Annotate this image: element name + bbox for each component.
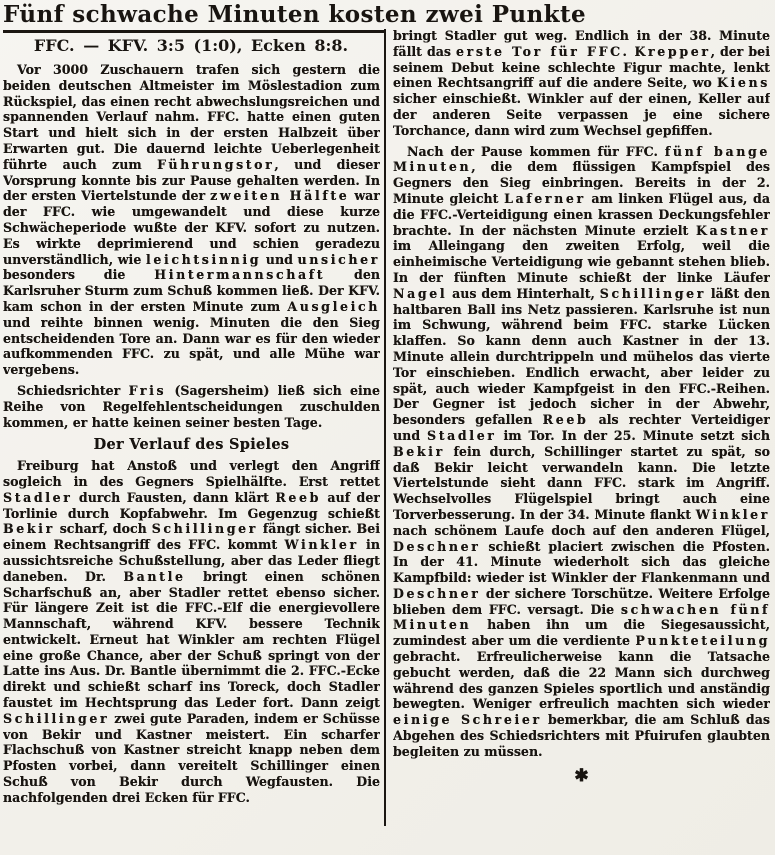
article-paragraph: Schiedsrichter Fris (Sagersheim) ließ sich eine Reihe von Regelfehlentscheidungen zuschulden kommen, er hatte keinen seiner besten Tage. [3, 382, 380, 430]
match-scoreline: FFC. — KFV. 3:5 (1:0), Ecken 8:8. [33, 36, 349, 55]
column-divider-rule [384, 29, 386, 826]
column-right [393, 28, 770, 852]
end-of-article-star: ✱ [574, 765, 589, 786]
article-headline: Fünf schwache Minuten kosten zwei Punkte [3, 1, 386, 33]
section-subheading: Der Verlauf des Spieles [93, 436, 290, 454]
article-paragraph: Nach der Pause kommen für FFC. fünf bange Minuten, die dem flüssigen Kampfspiel des Gegners den Sieg einbringen. Bereits in der 2. Minute gleicht Laferner am linken Flügel aus, da die FFC.-Verteidigung einen krassen Deckungsfehler brachte. In der nächsten Minute erzielt Kastner im Alleingang den zweiten Erfolg, weil die einheimische Verteidigung wie gebannt stehen blieb. In der fünften Minute schießt der linke Läufer Nagel aus dem Hinterhalt, Schillinger läßt den haltbaren Ball ins Netz passieren. Karlsruhe ist nun im Schwung, während beim FFC. starke Lücken klaffen. So kann denn auch Kastner in der 13. Minute allein durchtrippeln und mühelos das vierte Tor einschieben. Endlich erwacht, aber leider zu spät, auch wieder Kampfgeist in den FFC.-Reihen. Der Gegner ist jedoch sicher in der Abwehr, besonders gefallen Reeb als rechter Verteidiger und Stadler im Tor. In der 25. Minute setzt sich Bekir fein durch, Schillinger startet zu spät, so daß Bekir leicht verwandeln kann. Die letzte Viertelstunde sieht dann FFC. stark im Angriff. Wechselvolles Flügelspiel bringt auch eine Torverbesserung. In der 34. Minute flankt Winkler nach schönem Laufe doch auf den anderen Flügel, Deschner schießt placiert zwischen die Pfosten. In der 41. Minute wiederholt sich das gleiche Kampfbild: wieder ist Winkler der Flankenmann und Deschner der sichere Torschütze. Weitere Erfolge blieben dem FFC. versagt. Die schwachen fünf Minuten haben ihn um die Siegesaussicht, zumindest aber um die verdiente Punkteteilung gebracht. Erfreulicherweise kann die Tatsache gebucht werden, daß die 22 Mann sich durchweg während des ganzen Spieles sportlich und anständig bewegten. Weniger erfreulich machten sich wieder einige Schreier bemerkbar, die am Schluß das Abgehen des Schiedsrichters mit Pfuirufen glaubten begleiten zu müssen. [393, 143, 770, 759]
column-left [3, 62, 380, 852]
article-paragraph: Freiburg hat Anstoß und verlegt den Angriff sogleich in des Gegners Spielhälfte. Erst rettet Stadler durch Fausten, dann klärt Reeb auf der Torlinie durch Kopfabwehr. Im Gegenzug schießt Bekir scharf, doch Schillinger fängt sicher. Bei einem Rechtsangriff des FFC. kommt Winkler in aussichtsreiche Schußstellung, aber das Leder fliegt daneben. Dr. Bantle bringt einen schönen Scharfschuß an, aber Stadler rettet ebenso sicher. Für längere Zeit ist die FFC.-Elf die energievollere Mannschaft, während KFV. bessere Technik entwickelt. Erneut hat Winkler am rechten Flügel eine große Chance, aber der Schuß springt von der Latte ins Aus. Dr. Bantle übernimmt die 2. FFC.-Ecke direkt und schießt scharf ins Toreck, doch Stadler faustet im Hechtsprung das Leder fort. Dann zeigt Schillinger zwei gute Paraden, indem er Schüsse von Bekir und Kastner meistert. Ein scharfer Flachschuß von Kastner streicht knapp neben dem Pfosten vorbei, dann vereitelt Schillinger einen Schuß von Bekir durch Wegfausten. Die nachfolgenden drei Ecken für FFC. [3, 458, 380, 805]
article-paragraph: bringt Stadler gut weg. Endlich in der 38. Minute fällt das erste Tor für FFC. Krepper, der bei seinem Debut keine schlechte Figur machte, lenkt einen Rechtsangriff auf die andere Seite, wo Kiens sicher einschießt. Winkler auf der einen, Keller auf der anderen Seite verpassen je eine sichere Torchance, dann wird zum Wechsel gepfiffen. [393, 28, 770, 138]
article-paragraph: Vor 3000 Zuschauern trafen sich gestern die beiden deutschen Altmeister im Möslestadion zum Rückspiel, das einen recht abwechslungsreichen und spannenden Verlauf nahm. FFC. hatte einen guten Start und hielt sich in der ersten Halbzeit über Erwarten gut. Die dauernd leichte Ueberlegenheit führte auch zum Führungstor, und dieser Vorsprung konnte bis zur Pause gehalten werden. In der ersten Viertelstunde der zweiten Hälfte war der FFC. wie umgewandelt und diese kurze Schwächeperiode wußte der KFV. sofort zu nutzen. Es wirkte deprimierend und schien geradezu unverständlich, wie leichtsinnig und unsicher besonders die Hintermannschaft den Karlsruher Sturm zum Schuß kommen ließ. Der KFV. kam schon in der ersten Minute zum Ausgleich und reihte binnen wenig. Minuten die den Sieg entscheidenden Tore an. Dann war es für den wieder aufkommenden FFC. zu spät, und alle Mühe war vergebens. [3, 62, 380, 378]
